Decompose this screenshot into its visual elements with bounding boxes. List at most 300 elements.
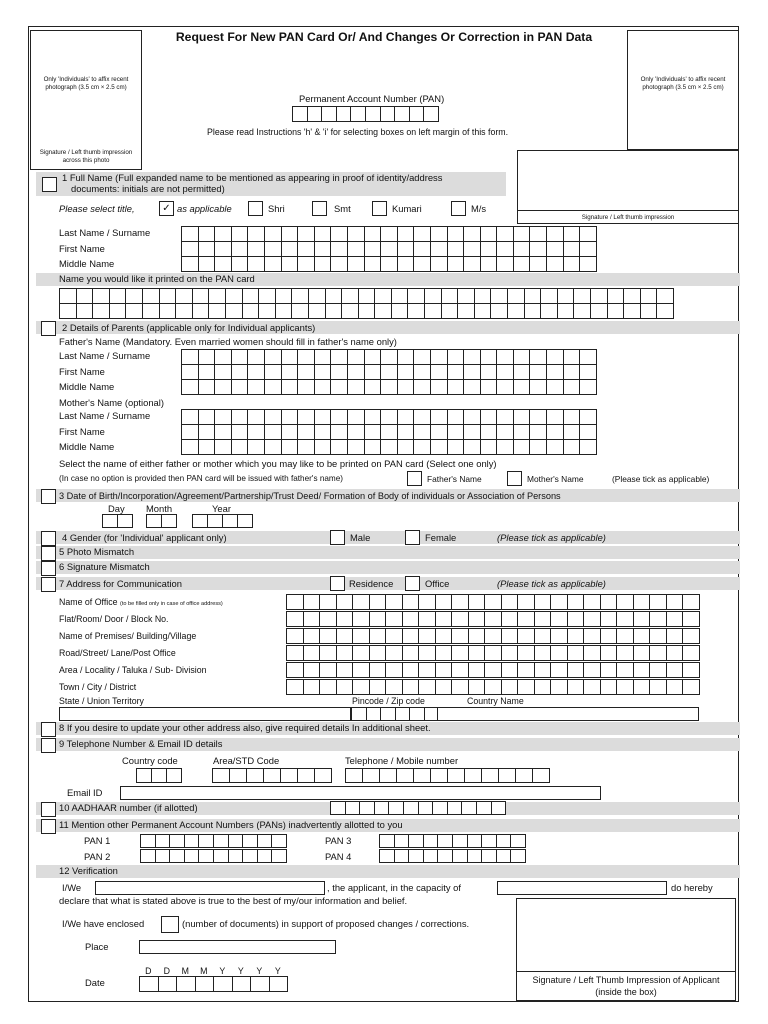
char-box[interactable] [281, 256, 299, 272]
char-box[interactable] [573, 303, 591, 319]
char-box[interactable] [468, 594, 486, 610]
capacity-field[interactable] [497, 881, 667, 895]
section5-margin-checkbox[interactable] [41, 546, 56, 561]
char-box[interactable] [347, 424, 365, 440]
char-box[interactable] [258, 303, 276, 319]
char-box[interactable] [161, 514, 177, 528]
father-name-checkbox[interactable] [407, 471, 422, 486]
char-box[interactable] [600, 611, 618, 627]
char-box[interactable] [336, 645, 354, 661]
char-box[interactable] [468, 645, 486, 661]
char-box[interactable] [125, 303, 143, 319]
char-box[interactable] [435, 662, 453, 678]
char-box[interactable] [649, 679, 667, 695]
char-box[interactable] [501, 594, 519, 610]
char-box[interactable] [176, 976, 196, 992]
char-box[interactable] [468, 662, 486, 678]
char-box[interactable] [413, 349, 431, 365]
char-box[interactable] [430, 409, 448, 425]
char-box[interactable] [402, 645, 420, 661]
char-box[interactable] [447, 439, 465, 455]
char-box[interactable] [550, 679, 568, 695]
char-box[interactable] [181, 439, 199, 455]
char-box[interactable] [435, 611, 453, 627]
char-box[interactable] [341, 303, 359, 319]
char-box[interactable] [264, 409, 282, 425]
char-box[interactable] [413, 439, 431, 455]
char-box[interactable] [380, 349, 398, 365]
char-box[interactable] [397, 409, 415, 425]
char-box[interactable] [463, 424, 481, 440]
char-box[interactable] [347, 241, 365, 257]
char-box[interactable] [214, 379, 232, 395]
char-box[interactable] [496, 439, 514, 455]
char-box[interactable] [447, 349, 465, 365]
mother-name-checkbox[interactable] [507, 471, 522, 486]
char-box[interactable] [513, 226, 531, 242]
char-box[interactable] [198, 424, 216, 440]
char-box[interactable] [192, 514, 208, 528]
char-box[interactable] [640, 303, 658, 319]
country-code-field[interactable] [136, 768, 181, 783]
dob-month-field[interactable] [146, 514, 176, 528]
char-box[interactable] [330, 801, 346, 815]
char-box[interactable] [198, 256, 216, 272]
char-box[interactable] [451, 679, 469, 695]
char-box[interactable] [682, 628, 700, 644]
char-box[interactable] [579, 256, 597, 272]
char-box[interactable] [447, 801, 463, 815]
char-box[interactable] [567, 662, 585, 678]
char-box[interactable] [616, 645, 634, 661]
char-box[interactable] [496, 424, 514, 440]
char-box[interactable] [579, 364, 597, 380]
char-box[interactable] [649, 594, 667, 610]
char-box[interactable] [207, 514, 223, 528]
char-box[interactable] [496, 834, 512, 848]
char-box[interactable] [463, 379, 481, 395]
char-box[interactable] [408, 834, 424, 848]
char-box[interactable] [347, 409, 365, 425]
char-box[interactable] [513, 379, 531, 395]
char-box[interactable] [423, 834, 439, 848]
section4-margin-checkbox[interactable] [41, 531, 56, 546]
char-box[interactable] [242, 303, 260, 319]
char-box[interactable] [247, 424, 265, 440]
char-box[interactable] [423, 106, 439, 122]
char-box[interactable] [524, 303, 542, 319]
char-box[interactable] [567, 628, 585, 644]
char-box[interactable] [501, 645, 519, 661]
char-box[interactable] [250, 976, 270, 992]
char-box[interactable] [136, 768, 152, 783]
char-box[interactable] [583, 594, 601, 610]
char-box[interactable] [213, 976, 233, 992]
char-box[interactable] [379, 849, 395, 863]
char-box[interactable] [395, 707, 411, 721]
char-box[interactable] [463, 409, 481, 425]
char-box[interactable] [682, 679, 700, 695]
char-box[interactable] [351, 707, 367, 721]
char-box[interactable] [379, 834, 395, 848]
char-box[interactable] [325, 303, 343, 319]
char-box[interactable] [441, 288, 459, 304]
char-box[interactable] [231, 364, 249, 380]
country-field[interactable] [437, 707, 699, 721]
char-box[interactable] [451, 594, 469, 610]
char-box[interactable] [513, 364, 531, 380]
char-box[interactable] [314, 439, 332, 455]
char-box[interactable] [229, 768, 247, 783]
char-box[interactable] [481, 849, 497, 863]
char-box[interactable] [184, 834, 200, 848]
char-box[interactable] [540, 303, 558, 319]
char-box[interactable] [452, 849, 468, 863]
char-box[interactable] [358, 288, 376, 304]
char-box[interactable] [336, 679, 354, 695]
char-box[interactable] [451, 662, 469, 678]
place-field[interactable] [139, 940, 336, 954]
char-box[interactable] [452, 834, 468, 848]
char-box[interactable] [682, 594, 700, 610]
char-box[interactable] [208, 288, 226, 304]
char-box[interactable] [347, 226, 365, 242]
char-box[interactable] [232, 976, 252, 992]
char-box[interactable] [214, 256, 232, 272]
char-box[interactable] [308, 303, 326, 319]
char-box[interactable] [534, 611, 552, 627]
char-box[interactable] [109, 303, 127, 319]
char-box[interactable] [303, 679, 321, 695]
mother-last-name-field[interactable] [181, 409, 596, 425]
char-box[interactable] [184, 849, 200, 863]
char-box[interactable] [139, 976, 159, 992]
char-box[interactable] [231, 226, 249, 242]
char-box[interactable] [158, 976, 178, 992]
char-box[interactable] [350, 106, 366, 122]
char-box[interactable] [247, 439, 265, 455]
char-box[interactable] [142, 288, 160, 304]
char-box[interactable] [237, 514, 253, 528]
char-box[interactable] [418, 611, 436, 627]
char-box[interactable] [579, 241, 597, 257]
char-box[interactable] [563, 364, 581, 380]
area-field[interactable] [286, 662, 699, 678]
print-name-field-row2[interactable] [59, 303, 673, 319]
premises-field[interactable] [286, 628, 699, 644]
char-box[interactable] [430, 768, 448, 783]
char-box[interactable] [109, 288, 127, 304]
father-first-name-field[interactable] [181, 364, 596, 380]
char-box[interactable] [463, 256, 481, 272]
char-box[interactable] [231, 379, 249, 395]
char-box[interactable] [159, 288, 177, 304]
char-box[interactable] [352, 645, 370, 661]
char-box[interactable] [616, 662, 634, 678]
char-box[interactable] [314, 768, 332, 783]
char-box[interactable] [347, 364, 365, 380]
char-box[interactable] [413, 256, 431, 272]
char-box[interactable] [364, 439, 382, 455]
char-box[interactable] [484, 645, 502, 661]
char-box[interactable] [480, 349, 498, 365]
char-box[interactable] [369, 662, 387, 678]
char-box[interactable] [181, 424, 199, 440]
char-box[interactable] [264, 349, 282, 365]
char-box[interactable] [517, 594, 535, 610]
father-last-name-field[interactable] [181, 349, 596, 365]
char-box[interactable] [364, 409, 382, 425]
char-box[interactable] [607, 288, 625, 304]
char-box[interactable] [214, 424, 232, 440]
char-box[interactable] [447, 364, 465, 380]
char-box[interactable] [666, 594, 684, 610]
char-box[interactable] [391, 303, 409, 319]
char-box[interactable] [291, 288, 309, 304]
section7-margin-checkbox[interactable] [41, 577, 56, 592]
char-box[interactable] [432, 801, 448, 815]
char-box[interactable] [583, 679, 601, 695]
char-box[interactable] [413, 379, 431, 395]
char-box[interactable] [330, 226, 348, 242]
char-box[interactable] [529, 226, 547, 242]
char-box[interactable] [463, 241, 481, 257]
char-box[interactable] [264, 364, 282, 380]
char-box[interactable] [286, 611, 304, 627]
char-box[interactable] [407, 288, 425, 304]
char-box[interactable] [246, 768, 264, 783]
char-box[interactable] [380, 241, 398, 257]
char-box[interactable] [550, 645, 568, 661]
char-box[interactable] [286, 628, 304, 644]
char-box[interactable] [213, 849, 229, 863]
char-box[interactable] [529, 409, 547, 425]
char-box[interactable] [314, 349, 332, 365]
char-box[interactable] [307, 106, 323, 122]
char-box[interactable] [546, 256, 564, 272]
char-box[interactable] [557, 288, 575, 304]
signature-box-top[interactable] [517, 150, 739, 224]
char-box[interactable] [225, 303, 243, 319]
char-box[interactable] [291, 303, 309, 319]
char-box[interactable] [208, 303, 226, 319]
char-box[interactable] [532, 768, 550, 783]
char-box[interactable] [391, 288, 409, 304]
char-box[interactable] [666, 679, 684, 695]
char-box[interactable] [447, 241, 465, 257]
char-box[interactable] [510, 849, 526, 863]
print-name-field-row1[interactable] [59, 288, 673, 304]
char-box[interactable] [247, 364, 265, 380]
char-box[interactable] [480, 256, 498, 272]
char-box[interactable] [231, 241, 249, 257]
char-box[interactable] [496, 849, 512, 863]
char-box[interactable] [330, 409, 348, 425]
char-box[interactable] [214, 226, 232, 242]
char-box[interactable] [247, 409, 265, 425]
char-box[interactable] [275, 303, 293, 319]
char-box[interactable] [517, 628, 535, 644]
char-box[interactable] [280, 768, 298, 783]
char-box[interactable] [380, 256, 398, 272]
char-box[interactable] [166, 768, 182, 783]
char-box[interactable] [600, 645, 618, 661]
char-box[interactable] [402, 628, 420, 644]
mother-middle-name-field[interactable] [181, 439, 596, 455]
char-box[interactable] [281, 241, 299, 257]
char-box[interactable] [364, 379, 382, 395]
title-shri-checkbox[interactable] [248, 201, 263, 216]
char-box[interactable] [583, 645, 601, 661]
char-box[interactable] [125, 288, 143, 304]
char-box[interactable] [666, 611, 684, 627]
char-box[interactable] [369, 611, 387, 627]
char-box[interactable] [418, 628, 436, 644]
char-box[interactable] [102, 514, 118, 528]
char-box[interactable] [352, 679, 370, 695]
char-box[interactable] [424, 288, 442, 304]
section6-margin-checkbox[interactable] [41, 561, 56, 576]
char-box[interactable] [451, 611, 469, 627]
address-residence-checkbox[interactable] [330, 576, 345, 591]
char-box[interactable] [649, 645, 667, 661]
aadhaar-field[interactable] [330, 801, 505, 815]
char-box[interactable] [214, 241, 232, 257]
section9-margin-checkbox[interactable] [41, 738, 56, 753]
char-box[interactable] [402, 662, 420, 678]
char-box[interactable] [369, 594, 387, 610]
char-box[interactable] [579, 409, 597, 425]
char-box[interactable] [430, 226, 448, 242]
char-box[interactable] [336, 628, 354, 644]
char-box[interactable] [633, 628, 651, 644]
char-box[interactable] [540, 288, 558, 304]
char-box[interactable] [231, 424, 249, 440]
address-office-checkbox[interactable] [405, 576, 420, 591]
char-box[interactable] [402, 594, 420, 610]
char-box[interactable] [484, 628, 502, 644]
char-box[interactable] [380, 106, 396, 122]
state-field[interactable] [59, 707, 351, 721]
char-box[interactable] [117, 514, 133, 528]
char-box[interactable] [463, 226, 481, 242]
char-box[interactable] [264, 256, 282, 272]
char-box[interactable] [76, 303, 94, 319]
char-box[interactable] [484, 594, 502, 610]
char-box[interactable] [303, 662, 321, 678]
char-box[interactable] [345, 768, 363, 783]
section2-margin-checkbox[interactable] [41, 321, 56, 336]
char-box[interactable] [579, 349, 597, 365]
char-box[interactable] [464, 768, 482, 783]
char-box[interactable] [418, 679, 436, 695]
char-box[interactable] [534, 645, 552, 661]
section10-margin-checkbox[interactable] [41, 802, 56, 817]
char-box[interactable] [476, 801, 492, 815]
char-box[interactable] [430, 424, 448, 440]
road-field[interactable] [286, 645, 699, 661]
char-box[interactable] [257, 849, 273, 863]
char-box[interactable] [292, 106, 308, 122]
char-box[interactable] [515, 768, 533, 783]
char-box[interactable] [181, 409, 199, 425]
char-box[interactable] [297, 409, 315, 425]
char-box[interactable] [563, 226, 581, 242]
char-box[interactable] [563, 241, 581, 257]
mother-first-name-field[interactable] [181, 424, 596, 440]
char-box[interactable] [623, 303, 641, 319]
char-box[interactable] [507, 288, 525, 304]
char-box[interactable] [656, 288, 674, 304]
char-box[interactable] [567, 679, 585, 695]
char-box[interactable] [198, 349, 216, 365]
char-box[interactable] [513, 241, 531, 257]
char-box[interactable] [380, 439, 398, 455]
char-box[interactable] [463, 439, 481, 455]
char-box[interactable] [303, 628, 321, 644]
char-box[interactable] [303, 645, 321, 661]
char-box[interactable] [616, 679, 634, 695]
char-box[interactable] [649, 662, 667, 678]
char-box[interactable] [408, 849, 424, 863]
char-box[interactable] [247, 241, 265, 257]
char-box[interactable] [330, 439, 348, 455]
char-box[interactable] [358, 303, 376, 319]
char-box[interactable] [529, 379, 547, 395]
char-box[interactable] [394, 849, 410, 863]
char-box[interactable] [142, 303, 160, 319]
section1-margin-checkbox[interactable] [42, 177, 57, 192]
char-box[interactable] [369, 679, 387, 695]
char-box[interactable] [242, 288, 260, 304]
char-box[interactable] [623, 288, 641, 304]
char-box[interactable] [430, 364, 448, 380]
char-box[interactable] [437, 834, 453, 848]
char-box[interactable] [264, 424, 282, 440]
char-box[interactable] [198, 379, 216, 395]
char-box[interactable] [374, 303, 392, 319]
char-box[interactable] [314, 226, 332, 242]
char-box[interactable] [409, 106, 425, 122]
char-box[interactable] [457, 303, 475, 319]
title-kumari-checkbox[interactable] [372, 201, 387, 216]
char-box[interactable] [513, 349, 531, 365]
char-box[interactable] [600, 628, 618, 644]
char-box[interactable] [435, 679, 453, 695]
char-box[interactable] [463, 349, 481, 365]
char-box[interactable] [501, 679, 519, 695]
char-box[interactable] [616, 611, 634, 627]
char-box[interactable] [498, 768, 516, 783]
char-box[interactable] [430, 379, 448, 395]
char-box[interactable] [365, 106, 381, 122]
char-box[interactable] [529, 439, 547, 455]
char-box[interactable] [457, 288, 475, 304]
char-box[interactable] [271, 834, 287, 848]
phone-field[interactable] [345, 768, 549, 783]
char-box[interactable] [198, 364, 216, 380]
char-box[interactable] [181, 241, 199, 257]
char-box[interactable] [496, 349, 514, 365]
char-box[interactable] [413, 226, 431, 242]
char-box[interactable] [513, 439, 531, 455]
town-field[interactable] [286, 679, 699, 695]
char-box[interactable] [397, 379, 415, 395]
char-box[interactable] [491, 801, 507, 815]
documents-count-field[interactable] [161, 916, 179, 933]
char-box[interactable] [380, 379, 398, 395]
char-box[interactable] [352, 628, 370, 644]
